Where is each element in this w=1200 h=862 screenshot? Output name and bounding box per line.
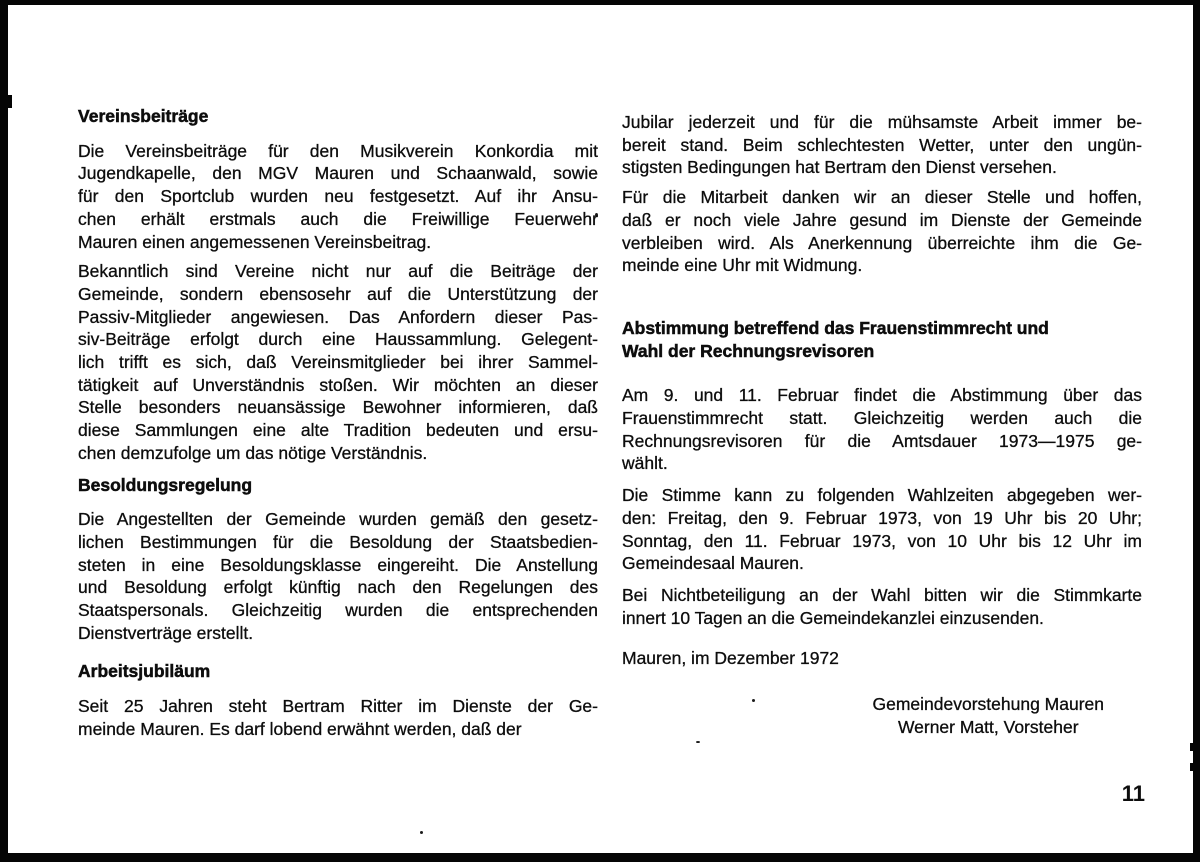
- text-line: lich trifft es sich, daß Vereinsmitglieder bei ihrer Sammel-: [78, 352, 598, 373]
- signature-line: Werner Matt, Vorsteher: [897, 716, 1079, 737]
- text-line: bereit stand. Beim schlechtesten Wetter, unter den ungün-: [622, 134, 1142, 155]
- text-line: daß er noch viele Jahre gesund im Dienste der Gemeinde: [622, 209, 1142, 230]
- heading-line: Arbeitsjubiläum: [78, 661, 211, 682]
- scan-artifact: [420, 831, 423, 834]
- paragraph: [622, 384, 1142, 475]
- text-line: Die Stimme kann zu folgenden Wahlzeiten abgegeben wer-: [622, 485, 1142, 506]
- text-line: Seit 25 Jahren steht Bertram Ritter im Dienste der Ge-: [78, 696, 598, 717]
- paragraph: [622, 111, 1142, 179]
- text-line: chen demzufolge um das nötige Verständnis.: [78, 442, 428, 463]
- text-line: Mauren einen angemessenen Vereinsbeitrag.: [78, 231, 432, 252]
- dateline: Mauren, im Dezember 1972: [622, 648, 839, 669]
- text-line: Die Vereinsbeiträge für den Musikverein Konkordia mit: [78, 140, 598, 161]
- heading-line: Besoldungsregelung: [78, 474, 253, 495]
- text-line: Sonntag, den 11. Februar 1973, von 10 Uhr bis 12 Uhr im: [622, 530, 1142, 551]
- paragraph: [622, 484, 1142, 575]
- text-line: Bekanntlich sind Vereine nicht nur auf die Beiträge der: [78, 261, 598, 282]
- text-line: meinde eine Uhr mit Widmung.: [622, 255, 863, 276]
- text-line: tätigkeit auf Unverständnis stoßen. Wir möchten an dieser: [78, 374, 598, 395]
- heading-line: Vereinsbeiträge: [78, 106, 209, 126]
- text-line: chen erhält erstmals auch die Freiwillige Feuerwehr: [78, 208, 598, 229]
- section-heading: [78, 660, 598, 683]
- paragraph: [78, 508, 598, 644]
- text-line: Für die Mitarbeit danken wir an dieser Stelle und hoffen,: [622, 187, 1142, 208]
- text-line: Frauenstimmrecht statt. Gleichzeitig werden auch die: [622, 408, 1142, 429]
- scan-artifact: [696, 741, 700, 743]
- text-line: Stelle besonders neuansässige Bewohner informieren, daß: [78, 397, 598, 418]
- text-line: Am 9. und 11. Februar findet die Abstimmung über das: [622, 385, 1142, 406]
- scan-artifact: [132, 5, 139, 10]
- paragraph: [78, 695, 598, 740]
- text-line: Gemeinde, sondern ebensosehr auf die Unterstützung der: [78, 283, 598, 304]
- scan-artifact: [1190, 763, 1193, 771]
- text-line: Die Angestellten der Gemeinde wurden gemäß den gesetz-: [78, 509, 598, 530]
- left-column: [78, 105, 598, 741]
- text-line: Dienstverträge erstellt.: [78, 622, 254, 643]
- signature-line: Gemeindevorstehung Mauren: [872, 694, 1104, 715]
- text-line: lichen Bestimmungen für die Besoldung der Staatsbedien-: [78, 531, 598, 552]
- text-line: siv-Beiträge erfolgt durch eine Haussammlung. Gelegent-: [78, 329, 598, 350]
- text-line: und Besoldung erfolgt künftig nach den Regelungen des: [78, 577, 598, 598]
- text-line: Passiv-Mitglieder angewiesen. Das Anfordern dieser Pas-: [78, 306, 598, 327]
- paragraph: [78, 260, 598, 464]
- text-line: steten in eine Besoldungsklasse eingereiht. Die Anstellung: [78, 554, 598, 575]
- scan-artifact: [8, 95, 12, 108]
- text-line: wählt.: [622, 453, 668, 474]
- section-heading: [622, 317, 1142, 362]
- text-line: Gemeindesaal Mauren.: [622, 553, 804, 574]
- text-line: stigsten Bedingungen hat Bertram den Dienst versehen.: [622, 157, 1057, 178]
- text-line: für den Sportclub wurden neu festgesetzt. Auf ihr Ansu-: [78, 186, 598, 207]
- scanned-page: [8, 5, 1193, 853]
- right-column: [622, 105, 1142, 738]
- signature-block: [872, 693, 1104, 738]
- text-line: den: Freitag, den 9. Februar 1973, von 19 Uhr bis 20 Uhr;: [622, 507, 1142, 528]
- paragraph: [622, 186, 1142, 277]
- text-line: Jubilar jederzeit und für die mühsamste Arbeit immer be-: [622, 112, 1142, 132]
- text-line: meinde Mauren. Es darf lobend erwähnt werden, daß der: [78, 718, 522, 739]
- text-line: verbleiben wird. Als Anerkennung überreichte ihm die Ge-: [622, 232, 1142, 253]
- scan-artifact: [1190, 743, 1193, 751]
- text-line: Staatspersonals. Gleichzeitig wurden die entsprechenden: [78, 600, 598, 621]
- section-heading: [78, 474, 598, 497]
- heading-line: Wahl der Rechnungsrevisoren: [622, 340, 875, 361]
- text-line: Rechnungsrevisoren für die Amtsdauer 1973—1975 ge-: [622, 430, 1142, 451]
- text-line: Bei Nichtbeteiligung an der Wahl bitten wir die Stimmkarte: [622, 584, 1142, 605]
- heading-line: Abstimmung betreffend das Frauenstimmrecht und: [622, 317, 1049, 338]
- paragraph: [622, 584, 1142, 629]
- page-number: 11: [1121, 781, 1145, 806]
- paragraph: [78, 140, 598, 254]
- section-heading: [78, 105, 598, 128]
- text-line: innert 10 Tagen an die Gemeindekanzlei einzusenden.: [622, 607, 1044, 628]
- text-line: Jugendkapelle, den MGV Mauren und Schaanwald, sowie: [78, 163, 598, 184]
- text-line: diese Sammlungen eine alte Tradition bedeuten und ersu-: [78, 420, 598, 441]
